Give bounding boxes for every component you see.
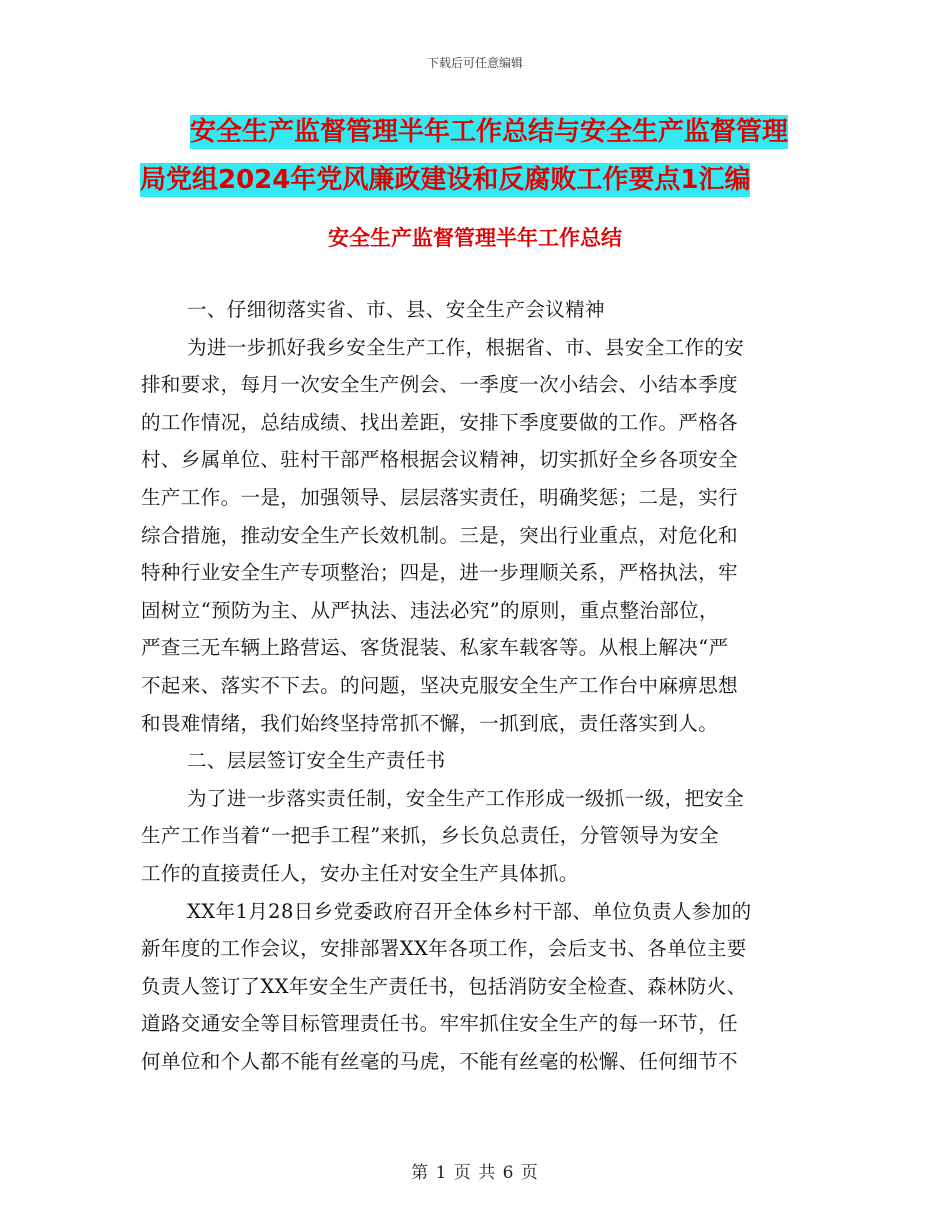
title-line-1-text: 安全生产监督管理半年工作总结与安全生产监督管理 [190, 117, 789, 147]
heading-2: 二、层层签订安全生产责任书 [187, 749, 446, 773]
text-line: 综合措施，推动安全生产长效机制。三是，突出行业重点，对危化和 [141, 523, 739, 547]
text-line: 严查三无车辆上路营运、客货混装、私家车载客等。从根上解决“严 [141, 636, 729, 660]
text-line: 不起来、落实不下去。的问题，坚决克服安全生产工作台中麻痹思想 [141, 673, 739, 697]
text-line: 负责人签订了XX年安全生产责任书，包括消防安全检查、森林防火、 [141, 974, 747, 998]
text-line: 何单位和个人都不能有丝毫的马虎，不能有丝毫的松懈、任何细节不 [141, 1049, 739, 1073]
section-title: 安全生产监督管理半年工作总结 [328, 226, 622, 250]
body-text [141, 291, 821, 1080]
text-line: 工作的直接责任人，安办主任对安全生产具体抓。 [141, 861, 579, 885]
page-footer: 第 1 页 共 6 页 [411, 1163, 539, 1183]
title-line-2 [140, 156, 820, 204]
document-title [140, 108, 820, 204]
text-line: 生产工作当着“一把手工程”来抓，乡长负总责任，分管领导为安全 [141, 824, 719, 848]
text-line: 生产工作。一是，加强领导、层层落实责任，明确奖惩；二是，实行 [141, 485, 739, 509]
text-line: 为进一步抓好我乡安全生产工作，根据省、市、县安全工作的安 [187, 335, 745, 359]
title-line-1 [140, 108, 820, 156]
text-line: XX年1月28日乡党委政府召开全体乡村干部、单位负责人参加的 [187, 899, 752, 923]
text-line: 道路交通安全等目标管理责任书。牢牢抓住安全生产的每一环节，任 [141, 1012, 739, 1036]
text-line: 为了进一步落实责任制，安全生产工作形成一级抓一级，把安全 [187, 786, 745, 810]
text-line: 排和要求，每月一次安全生产例会、一季度一次小结会、小结本季度 [141, 373, 739, 397]
text-line: 村、乡属单位、驻村干部严格根据会议精神，切实抓好全乡各项安全 [141, 448, 739, 472]
text-line: 特种行业安全生产专项整治；四是，进一步理顺关系，严格执法，牢 [141, 561, 739, 585]
text-line: 和畏难情绪，我们始终坚持常抓不懈，一抓到底，责任落实到人。 [141, 711, 719, 735]
text-line: 的工作情况，总结成绩、找出差距，安排下季度要做的工作。严格各 [141, 410, 739, 434]
text-line: 固树立“预防为主、从严执法、违法必究”的原则，重点整治部位， [141, 598, 719, 622]
header-note: 下载后可任意编辑 [426, 56, 523, 70]
title-line-2-text: 局党组2024年党风廉政建设和反腐败工作要点1汇编 [140, 165, 751, 195]
text-line: 新年度的工作会议，安排部署XX年各项工作，会后支书、各单位主要 [141, 937, 747, 961]
heading-1: 一、仔细彻落实省、市、县、安全生产会议精神 [187, 298, 605, 321]
